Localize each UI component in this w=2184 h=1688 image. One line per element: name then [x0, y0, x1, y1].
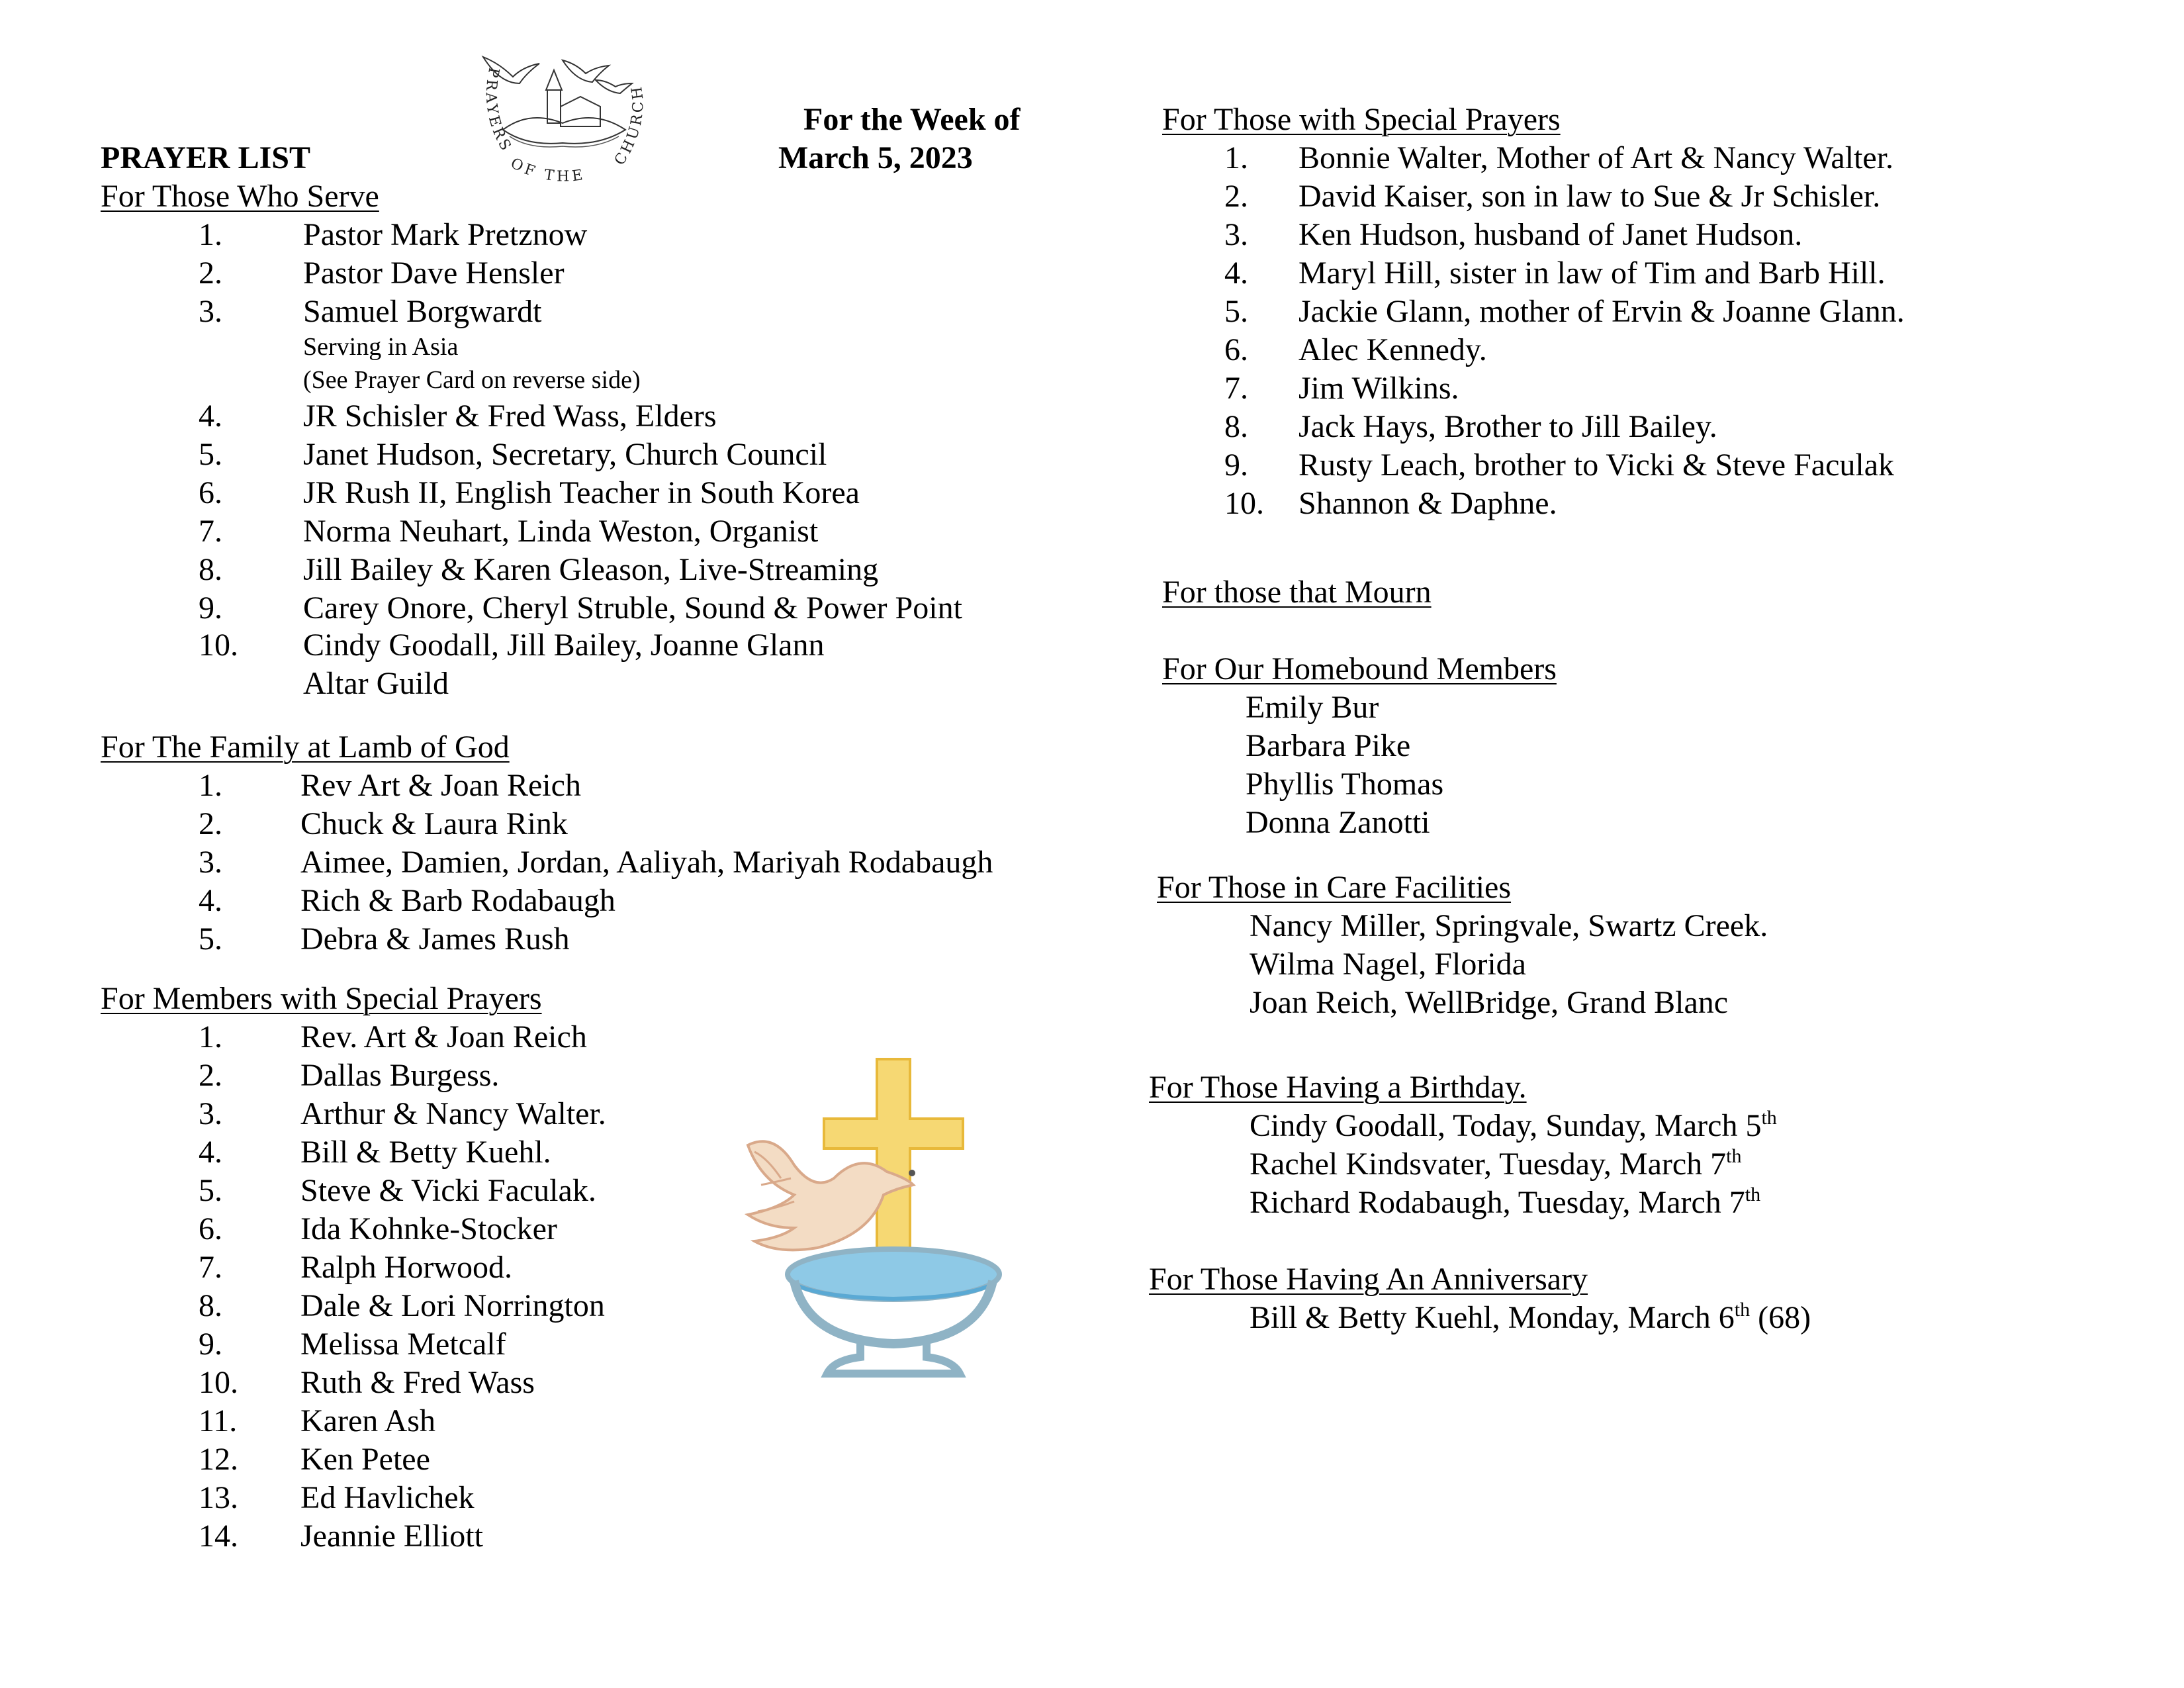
week-label: For the Week of	[803, 102, 1021, 137]
serve-item	[199, 626, 1059, 665]
list-item-text: Alec Kennedy.	[1298, 332, 1487, 367]
list-number: 1.	[199, 768, 222, 803]
list-item-text: Janet Hudson, Secretary, Church Council	[303, 437, 827, 472]
serve-item	[199, 551, 1059, 589]
list-item-text: Rev Art & Joan Reich	[300, 768, 581, 803]
member-item	[199, 1287, 1191, 1325]
list-item-text: JR Schisler & Fred Wass, Elders	[303, 399, 717, 434]
serve-note-prayer-card: (See Prayer Card on reverse side)	[303, 366, 641, 394]
birthday-text: Richard Rodabaugh, Tuesday, March 7	[1250, 1185, 1745, 1220]
special-prayer-item	[1224, 485, 2184, 523]
list-number: 6.	[1224, 332, 1248, 367]
heading-those-that-mourn: For those that Mourn	[1162, 575, 1432, 610]
list-item-text: Jack Hays, Brother to Jill Bailey.	[1298, 409, 1717, 444]
svg-text:CHURCH: CHURCH	[612, 83, 647, 169]
serve-item	[199, 293, 1059, 331]
list-number: 7.	[199, 514, 222, 549]
serve-item	[199, 589, 1059, 628]
list-number: 2.	[199, 806, 222, 841]
family-item	[199, 843, 1191, 882]
list-number: 3.	[199, 1096, 222, 1131]
special-prayer-item	[1224, 177, 2184, 216]
list-number: 4.	[199, 883, 222, 918]
list-item-text: Rev. Art & Joan Reich	[300, 1019, 587, 1055]
list-number: 5.	[199, 1173, 222, 1208]
list-number: 6.	[199, 1211, 222, 1246]
list-number: 10.	[199, 628, 238, 663]
list-number: 2.	[199, 1058, 222, 1093]
list-item-text: Jackie Glann, mother of Ervin & Joanne Glann.	[1298, 294, 1905, 329]
list-number: 2.	[199, 256, 222, 291]
birthday-text: Rachel Kindsvater, Tuesday, March 7	[1250, 1147, 1727, 1182]
heading-those-who-serve: For Those Who Serve	[101, 179, 379, 214]
ordinal-suffix: th	[1726, 1145, 1742, 1167]
list-number: 8.	[199, 552, 222, 587]
list-item-text: Bonnie Walter, Mother of Art & Nancy Walter.	[1298, 140, 1894, 175]
list-number: 9.	[1224, 447, 1248, 483]
special-prayer-item	[1224, 293, 2184, 331]
anniversary-item: Bill & Betty Kuehl, Monday, March 6th (68)	[1250, 1299, 1811, 1335]
special-prayer-item	[1224, 331, 2184, 369]
list-item-text: Ida Kohnke-Stocker	[300, 1211, 557, 1246]
member-item	[199, 1210, 1191, 1248]
list-item-text: Ed Havlichek	[300, 1480, 475, 1515]
svg-text:PRAYERS: PRAYERS	[482, 66, 516, 156]
heading-those-with-special-prayers: For Those with Special Prayers	[1162, 102, 1561, 137]
list-number: 6.	[199, 475, 222, 510]
care-facility-item: Nancy Miller, Springvale, Swartz Creek.	[1250, 908, 1768, 943]
list-number: 1.	[199, 217, 222, 252]
member-item	[199, 1248, 1191, 1287]
list-number: 9.	[199, 1327, 222, 1362]
list-item-text: Dallas Burgess.	[300, 1058, 500, 1093]
list-item-text: Shannon & Daphne.	[1298, 486, 1557, 521]
heading-anniversary: For Those Having An Anniversary	[1149, 1262, 1588, 1297]
list-number: 7.	[1224, 371, 1248, 406]
list-item-text: Pastor Mark Pretznow	[303, 217, 588, 252]
list-item-text: Ruth & Fred Wass	[300, 1365, 535, 1400]
list-item-text: Maryl Hill, sister in law of Tim and Barb Hill.	[1298, 256, 1886, 291]
list-item-text: Cindy Goodall, Jill Bailey, Joanne Glann	[303, 628, 825, 663]
serve-item	[199, 474, 1059, 512]
list-item-text: Carey Onore, Cheryl Struble, Sound & Power Point	[303, 590, 962, 626]
care-facility-item: Wilma Nagel, Florida	[1250, 947, 1526, 982]
list-item-text: Jeannie Elliott	[300, 1519, 483, 1554]
homebound-item: Donna Zanotti	[1246, 805, 1430, 840]
list-item-text: Ken Petee	[300, 1442, 430, 1477]
list-item-text: Ralph Horwood.	[300, 1250, 512, 1285]
baptism-dove-cross-illustration	[735, 1053, 1013, 1383]
list-number: 1.	[1224, 140, 1248, 175]
list-number: 9.	[199, 590, 222, 626]
list-number: 4.	[1224, 256, 1248, 291]
list-item-text: Jim Wilkins.	[1298, 371, 1459, 406]
list-number: 8.	[199, 1288, 222, 1323]
list-item-text: Rusty Leach, brother to Vicki & Steve Faculak	[1298, 447, 1895, 483]
list-number: 4.	[199, 1135, 222, 1170]
special-prayer-item	[1224, 254, 2184, 293]
prayers-of-the-church-logo	[463, 44, 662, 189]
list-number: 13.	[199, 1480, 238, 1515]
list-item-text: Chuck & Laura Rink	[300, 806, 568, 841]
list-item-text: Pastor Dave Hensler	[303, 256, 565, 291]
list-item-text: JR Rush II, English Teacher in South Korea	[303, 475, 860, 510]
svg-text:OF THE: OF THE	[508, 155, 587, 185]
member-item	[199, 1364, 1191, 1402]
special-prayer-item	[1224, 446, 2184, 485]
family-item	[199, 805, 1191, 843]
special-prayer-item	[1224, 369, 2184, 408]
list-number: 2.	[1224, 179, 1248, 214]
list-item-text: Melissa Metcalf	[300, 1327, 506, 1362]
member-item	[199, 1095, 1191, 1133]
list-item-text: Rich & Barb Rodabaugh	[300, 883, 615, 918]
list-item-text: Steve & Vicki Faculak.	[300, 1173, 596, 1208]
list-item-text: Arthur & Nancy Walter.	[300, 1096, 606, 1131]
list-number: 10.	[199, 1365, 238, 1400]
list-item-text: Debra & James Rush	[300, 921, 570, 957]
ordinal-suffix: th	[1761, 1107, 1777, 1129]
homebound-item: Emily Bur	[1246, 690, 1379, 725]
list-number: 1.	[199, 1019, 222, 1055]
homebound-item: Barbara Pike	[1246, 728, 1411, 763]
page-title: PRAYER LIST	[101, 140, 310, 175]
special-prayer-item	[1224, 216, 2184, 254]
member-item	[199, 1517, 1191, 1556]
week-date: March 5, 2023	[778, 140, 973, 175]
serve-item	[199, 397, 1059, 436]
list-number: 5.	[1224, 294, 1248, 329]
family-item	[199, 920, 1191, 959]
special-prayer-item	[1224, 139, 2184, 177]
birthday-item	[1250, 1145, 1742, 1184]
member-item	[199, 1172, 1191, 1210]
member-item	[199, 1056, 1191, 1095]
list-number: 8.	[1224, 409, 1248, 444]
serve-item	[199, 436, 1059, 474]
serve-note-asia: Serving in Asia	[303, 333, 459, 361]
list-number: 11.	[199, 1403, 238, 1438]
homebound-item: Phyllis Thomas	[1246, 767, 1444, 802]
heading-care-facilities: For Those in Care Facilities	[1157, 870, 1512, 905]
member-item	[199, 1325, 1191, 1364]
list-number: 3.	[199, 845, 222, 880]
list-number: 3.	[1224, 217, 1248, 252]
list-number: 5.	[199, 437, 222, 472]
serve-item-10-line2: Altar Guild	[303, 666, 449, 701]
member-item	[199, 1440, 1191, 1479]
special-prayer-item	[1224, 408, 2184, 446]
birthday-item	[1250, 1107, 1777, 1145]
list-number: 12.	[199, 1442, 238, 1477]
list-item-text: Dale & Lori Norrington	[300, 1288, 605, 1323]
birthday-item	[1250, 1184, 1760, 1222]
list-item-text: Jill Bailey & Karen Gleason, Live-Streaming	[303, 552, 879, 587]
list-number: 7.	[199, 1250, 222, 1285]
list-item-text: Bill & Betty Kuehl.	[300, 1135, 551, 1170]
list-item-text: Samuel Borgwardt	[303, 294, 542, 329]
list-item-text: David Kaiser, son in law to Sue & Jr Schisler.	[1298, 179, 1881, 214]
birthday-text: Cindy Goodall, Today, Sunday, March 5	[1250, 1108, 1762, 1143]
member-item	[199, 1133, 1191, 1172]
member-item	[199, 1479, 1191, 1517]
serve-item	[199, 512, 1059, 551]
list-item-text: Karen Ash	[300, 1403, 435, 1438]
serve-item	[199, 254, 1059, 293]
list-number: 3.	[199, 294, 222, 329]
list-number: 14.	[199, 1519, 238, 1554]
member-item	[199, 1018, 1191, 1056]
list-item-text: Norma Neuhart, Linda Weston, Organist	[303, 514, 819, 549]
heading-family-lamb-of-god: For The Family at Lamb of God	[101, 729, 510, 765]
heading-members-special-prayers: For Members with Special Prayers	[101, 981, 542, 1016]
list-item-text: Aimee, Damien, Jordan, Aaliyah, Mariyah Rodabaugh	[300, 845, 993, 880]
heading-birthday: For Those Having a Birthday.	[1149, 1070, 1527, 1105]
list-item-text: Ken Hudson, husband of Janet Hudson.	[1298, 217, 1803, 252]
family-item	[199, 882, 1191, 920]
ordinal-suffix: th	[1745, 1184, 1761, 1205]
family-item	[199, 767, 1191, 805]
care-facility-item: Joan Reich, WellBridge, Grand Blanc	[1250, 985, 1729, 1020]
serve-item	[199, 216, 1059, 254]
heading-homebound-members: For Our Homebound Members	[1162, 651, 1557, 686]
list-number: 10.	[1224, 486, 1264, 521]
list-number: 5.	[199, 921, 222, 957]
member-item	[199, 1402, 1191, 1440]
list-number: 4.	[199, 399, 222, 434]
